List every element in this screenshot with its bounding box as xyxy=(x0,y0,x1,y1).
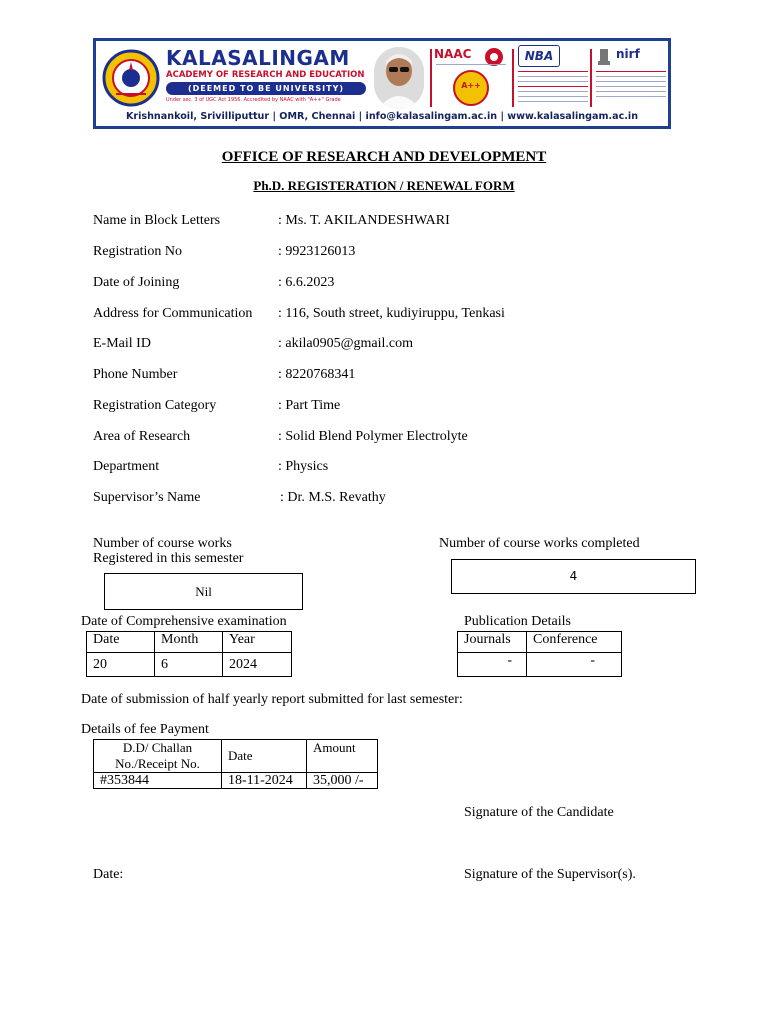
fee-payment-label: Details of fee Payment xyxy=(81,722,209,737)
area-of-research-value: : Solid Blend Polymer Electrolyte xyxy=(278,429,468,444)
course-works-registered-label-line2: Registered in this semester xyxy=(93,551,244,566)
address-label: Address for Communication xyxy=(93,306,253,321)
exam-month-header: Month xyxy=(155,632,223,653)
registration-category-label: Registration Category xyxy=(93,398,217,413)
exam-date-header: Date xyxy=(87,632,155,653)
supervisor-value: : Dr. M.S. Revathy xyxy=(280,490,386,505)
comprehensive-exam-table xyxy=(86,631,292,677)
course-works-registered-box: Nil xyxy=(104,573,303,610)
accreditation-note: Under sec. 3 of UGC Act 1956. Accredited by NAAC with "A++" Grade xyxy=(166,97,341,103)
candidate-signature-label: Signature of the Candidate xyxy=(464,805,614,820)
nba-logo: NBA xyxy=(516,45,588,109)
name-value: : Ms. T. AKILANDESHWARI xyxy=(278,213,450,228)
address-value: : 116, South street, kudiyiruppu, Tenkasi xyxy=(278,306,505,321)
naac-grade: A++ xyxy=(461,81,481,90)
banner-divider xyxy=(590,49,592,107)
email-label: E-Mail ID xyxy=(93,336,151,351)
registration-no-label: Registration No xyxy=(93,244,183,259)
fee-date-value: 18-11-2024 xyxy=(222,773,307,789)
university-subtitle: ACADEMY OF RESEARCH AND EDUCATION xyxy=(166,70,365,80)
amount-value: 35,000 /- xyxy=(307,773,378,789)
registration-no-value: : 9923126013 xyxy=(278,244,356,259)
nirf-logo: nirf xyxy=(594,45,670,109)
date-of-joining-label: Date of Joining xyxy=(93,275,180,290)
form-title: Ph.D. REGISTERATION / RENEWAL FORM xyxy=(253,178,515,193)
email-value: : akila0905@gmail.com xyxy=(278,336,413,351)
conference-header: Conference xyxy=(527,632,622,653)
university-name: KALASALINGAM xyxy=(166,46,350,70)
office-title: OFFICE OF RESEARCH AND DEVELOPMENT xyxy=(221,149,547,165)
half-yearly-report-label: Date of submission of half yearly report submitted for last semester: xyxy=(81,692,463,707)
exam-year-value: 2024 xyxy=(223,653,292,677)
banner-divider xyxy=(512,49,514,107)
phone-value: : 8220768341 xyxy=(278,367,356,382)
exam-year-header: Year xyxy=(223,632,292,653)
amount-header: Amount xyxy=(307,740,378,773)
contact-strip: Krishnankoil, Srivilliputtur | OMR, Chennai | info@kalasalingam.ac.in | www.kalasalingam.ac.in xyxy=(125,111,639,122)
banner-divider xyxy=(430,49,432,107)
university-status: (DEEMED TO BE UNIVERSITY) xyxy=(166,82,366,95)
receipt-no-header: D.D/ Challan No./Receipt No. xyxy=(94,740,222,773)
department-value: : Physics xyxy=(278,459,329,474)
journals-header: Journals xyxy=(458,632,527,653)
name-label: Name in Block Letters xyxy=(93,213,221,228)
receipt-no-value: #353844 xyxy=(94,773,222,789)
university-emblem-icon xyxy=(102,49,160,107)
publication-details-label: Publication Details xyxy=(464,614,571,629)
conference-value: - xyxy=(527,653,622,677)
supervisor-signature-label: Signature of the Supervisor(s). xyxy=(464,867,636,882)
national-emblem-icon xyxy=(596,47,612,67)
journals-value: - xyxy=(458,653,527,677)
fee-date-header: Date xyxy=(222,740,307,773)
phone-label: Phone Number xyxy=(93,367,178,382)
exam-month-value: 6 xyxy=(155,653,223,677)
department-label: Department xyxy=(93,459,160,474)
course-works-completed-label: Number of course works completed xyxy=(439,536,640,551)
area-of-research-label: Area of Research xyxy=(93,429,191,444)
publication-table xyxy=(457,631,622,677)
founder-portrait xyxy=(374,47,424,109)
letterhead-banner xyxy=(93,38,671,129)
supervisor-label: Supervisor’s Name xyxy=(93,490,201,505)
course-works-completed-box: 4 xyxy=(451,559,696,594)
fee-payment-table xyxy=(93,739,378,789)
date-label: Date: xyxy=(93,867,124,882)
course-works-registered-label: Number of course works xyxy=(93,536,232,551)
exam-date-value: 20 xyxy=(87,653,155,677)
registration-category-value: : Part Time xyxy=(278,398,341,413)
date-of-joining-value: : 6.6.2023 xyxy=(278,275,335,290)
naac-logo: NAAC A++ xyxy=(434,45,510,109)
comprehensive-exam-label: Date of Comprehensive examination xyxy=(81,614,287,629)
